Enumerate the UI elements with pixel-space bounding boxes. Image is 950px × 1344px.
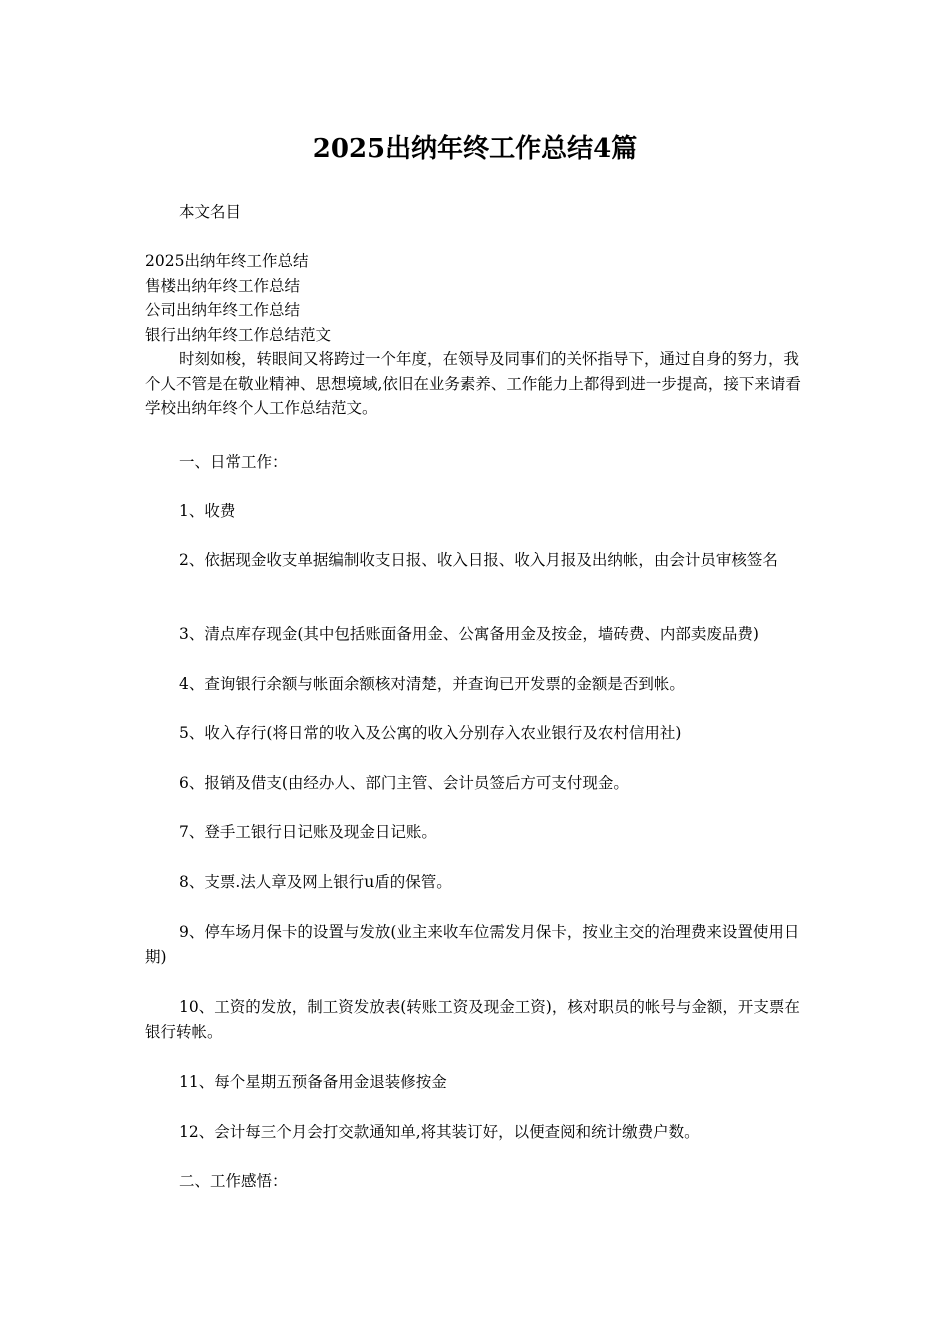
section-heading: 二、工作感悟： [179, 1172, 288, 1190]
list-item: 3、清点库存现金(其中包括账面备用金、公寓备用金及按金，墙砖费、内部卖废品费) [179, 625, 759, 643]
list-item: 1、收费 [179, 502, 236, 520]
list-item: 6、报销及借支(由经办人、部门主管、会计员签后方可支付现金。 [179, 774, 629, 792]
list-item: 10、工资的发放，制工资发放表(转账工资及现金工资)，核对职员的帐号与金额，开支票在银行转帐。 [145, 998, 800, 1041]
list-item: 12、会计每三个月会打交款通知单,将其装订好，以便查阅和统计缴费户数。 [179, 1123, 700, 1141]
toc-item: 银行出纳年终工作总结范文 [145, 325, 332, 344]
intro-paragraph: 时刻如梭，转眼间又将跨过一个年度，在领导及同事们的关怀指导下，通过自身的努力，我个人不管是在敬业精神、思想境域,依旧在业务素养、工作能力上都得到进一步提高，接下来请看学校出纳年终个人工作总结范文。 [145, 350, 801, 417]
toc-item: 售楼出纳年终工作总结 [145, 276, 301, 295]
toc-heading: 本文名目 [179, 203, 242, 221]
list-item: 2、依据现金收支单据编制收支日报、收入日报、收入月报及出纳帐，由会计员审核签名 [179, 551, 778, 569]
list-item: 7、登手工银行日记账及现金日记账。 [179, 823, 437, 841]
list-item: 5、收入存行(将日常的收入及公寓的收入分别存入农业银行及农村信用社) [179, 724, 682, 742]
list-item: 9、停车场月保卡的设置与发放(业主来收车位需发月保卡，按业主交的治理费来设置使用日期) [145, 923, 800, 966]
toc-item: 公司出纳年终工作总结 [145, 301, 301, 319]
toc-item: 2025出纳年终工作总结 [145, 252, 309, 270]
list-item: 8、支票.法人章及网上银行u盾的保管。 [179, 873, 452, 891]
list-item: 4、查询银行余额与帐面余额核对清楚，并查询已开发票的金额是否到帐。 [179, 675, 685, 693]
toc-list [145, 249, 810, 347]
section-heading: 一、日常工作： [179, 453, 288, 471]
document-title: 2025出纳年终工作总结4篇 [312, 134, 638, 164]
list-item: 11、每个星期五预备备用金退装修按金 [179, 1073, 447, 1091]
